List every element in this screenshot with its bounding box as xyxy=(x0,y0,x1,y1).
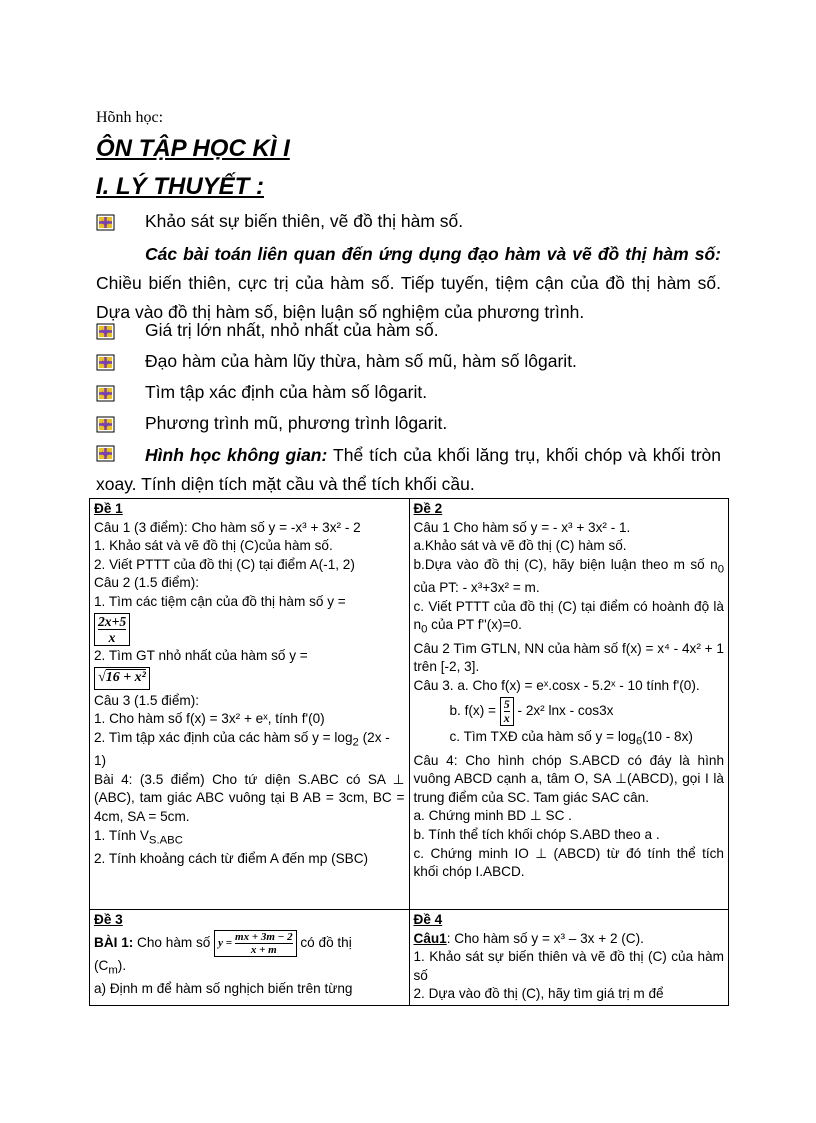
question-line: Bài 4: (3.5 điểm) Cho tứ diện S.ABC có SA ⊥ (ABC), tam giác ABC vuông tại B AB = 3cm, BC = 4cm, SA = 5cm. xyxy=(94,771,405,825)
question-line: 1. Cho hàm số f(x) = 3x² + eˣ, tính f'(0) xyxy=(94,711,325,727)
fraction-formula xyxy=(500,697,514,726)
subscript: 6 xyxy=(635,736,643,749)
text: c. Tìm TXĐ của hàm số y = log xyxy=(449,729,636,745)
text: (C xyxy=(94,957,109,973)
sqrt-formula xyxy=(94,667,150,690)
fraction-denominator: x xyxy=(108,629,116,645)
bullet-text: Đạo hàm của hàm lũy thừa, hàm số mũ, hàm số lôgarit. xyxy=(145,351,577,371)
section-heading: I. LÝ THUYẾT : xyxy=(96,173,264,200)
question-line xyxy=(94,827,405,850)
fraction-formula xyxy=(214,930,296,957)
text: c. Viết PTTT của đồ thị (C) tại điểm có hoành độ là n xyxy=(413,598,724,633)
text: Cho hàm số xyxy=(133,934,215,950)
problem-label: Câu1 xyxy=(413,930,447,946)
question-line xyxy=(414,930,725,949)
text: - 2x² lnx - cos3x xyxy=(513,703,614,719)
paragraph-text: Chiều biến thiên, cực trị của hàm số. Tiếp tuyến, tiệm cận của đồ thị hàm số. Dựa vào đồ thị hàm số, biện luận số nghiệm của phương trình. xyxy=(96,273,721,322)
question-line xyxy=(94,957,405,980)
question-line: Câu 1 Cho hàm số y = - x³ + 3x² - 1. xyxy=(413,519,631,535)
text: b.Dựa vào đồ thị (C), hãy biện luận theo m số n xyxy=(413,556,718,572)
text: : Cho hàm số y = x³ – 3x + 2 (C). xyxy=(446,930,644,946)
text: 1. Tính V xyxy=(94,827,149,843)
question-line: b. Tính thể tích khối chóp S.ABD theo a . xyxy=(413,827,660,843)
exam-cell-de3 xyxy=(90,910,410,1006)
bullet-text: Tìm tập xác định của hàm số lôgarit. xyxy=(145,382,428,402)
fraction-lhs: y = xyxy=(218,936,233,949)
question-line: Câu 3. a. Cho f(x) = eˣ.cosx - 5.2ˣ - 10 tính f'(0). xyxy=(413,677,700,693)
sqrt-argument: 16 + x² xyxy=(105,670,146,686)
question-line: Câu 3 (1.5 điểm): xyxy=(94,692,200,708)
problem-label: BÀI 1: xyxy=(94,934,134,950)
page-title: ÔN TẬP HỌC KÌ I xyxy=(96,135,290,162)
subscript: 0 xyxy=(717,563,724,576)
exam-table xyxy=(89,498,729,1006)
book-bullet-icon xyxy=(96,322,115,341)
question-line: 2. Dựa vào đồ thị (C), hãy tìm giá trị m để xyxy=(413,986,664,1002)
question-line: 1. Khảo sát sự biến thiên và vẽ đồ thị (C) của hàm số xyxy=(413,949,724,983)
formula-line xyxy=(94,613,405,646)
text: 2. Tìm tập xác định của các hàm số y = log xyxy=(94,729,353,745)
text: ). xyxy=(117,957,127,973)
subscript: 2 xyxy=(352,736,359,749)
question-line: 2. Tính khoảng cách từ điểm A đến mp (SBC) xyxy=(94,850,369,866)
subscript: S.ABC xyxy=(148,834,183,847)
question-line: a. Chứng minh BD ⊥ SC . xyxy=(413,808,572,824)
question-line xyxy=(414,598,725,640)
exam-title: Đề 3 xyxy=(94,912,123,927)
question-line: 1. Khảo sát và vẽ đồ thị (C)của hàm số. xyxy=(94,538,333,554)
book-bullet-icon xyxy=(96,213,115,232)
question-line: 2. Tìm GT nhỏ nhất của hàm số y = xyxy=(94,647,308,663)
text: có đồ thị xyxy=(296,934,352,950)
bullet-item xyxy=(96,441,721,499)
text: b. f(x) = xyxy=(449,703,500,719)
bullet-text: Giá trị lớn nhất, nhỏ nhất của hàm số. xyxy=(145,320,439,340)
subscript: m xyxy=(108,964,118,977)
fraction-numerator: mx + 3m − 2 xyxy=(235,930,293,943)
question-line: Câu 2 (1.5 điểm): xyxy=(94,575,200,591)
exam-title: Đề 1 xyxy=(94,501,123,516)
book-bullet-icon xyxy=(96,415,115,434)
subscript: 0 xyxy=(421,624,428,636)
question-line: a.Khảo sát và vẽ đồ thị (C) hàm số. xyxy=(413,538,627,554)
question-line: 2. Viết PTTT của đồ thị (C) tại điểm A(-1, 2) xyxy=(94,556,355,572)
question-line xyxy=(94,729,405,771)
bullet-text: Thể tích của khối lăng trụ, khối chóp và khối tròn xoay. Tính diện tích mặt cầu và thể tích khối cầu. xyxy=(96,445,721,494)
fraction-formula xyxy=(94,613,130,646)
question-line xyxy=(414,697,725,726)
fraction-numerator: 5 xyxy=(503,697,510,712)
fraction-denominator: x + m xyxy=(250,943,277,956)
bullet-bold: Hình học không gian: xyxy=(145,445,328,465)
text: của PT f''(x)=0. xyxy=(427,617,522,633)
exam-cell-de2 xyxy=(409,499,729,910)
question-line: c. Chứng minh IO ⊥ (ABCD) từ đó tính thể tích khối chóp I.ABCD. xyxy=(413,845,724,880)
question-line xyxy=(414,556,725,598)
exam-cell-de4 xyxy=(409,910,729,1006)
question-line xyxy=(414,728,725,751)
exam-cell-de1 xyxy=(90,499,410,910)
question-line xyxy=(94,930,405,957)
question-line: Câu 2 Tìm GTLN, NN của hàm số f(x) = x⁴ - 4x² + 1 trên [-2, 3]. xyxy=(413,640,724,675)
sqrt-symbol: √ xyxy=(98,670,106,686)
text: (2x - 1) xyxy=(94,729,390,769)
fraction-denominator: x xyxy=(503,711,510,726)
text: (10 - 8x) xyxy=(642,729,693,745)
question-line: Câu 4: Cho hình chóp S.ABCD có đáy là hình vuông ABCD cạnh a, tâm O, SA ⊥(ABCD), gọi I là trung điểm của SC. Tam giác SAC cân. xyxy=(413,752,724,805)
question-line: 1. Tìm các tiệm cận của đồ thị hàm số y = xyxy=(94,593,346,609)
question-line: Câu 1 (3 điểm): Cho hàm số y = -x³ + 3x² - 2 xyxy=(94,519,361,535)
book-bullet-icon xyxy=(96,384,115,403)
subject-label: Hõnh học: xyxy=(96,109,164,126)
paragraph-bold: Các bài toán liên quan đến ứng dụng đạo hàm và vẽ đồ thị hàm số: xyxy=(145,244,721,264)
theory-paragraph xyxy=(96,240,721,327)
exam-title: Đề 2 xyxy=(413,501,443,516)
question-line: a) Định m để hàm số nghịch biến trên từng xyxy=(94,980,353,996)
formula-line xyxy=(94,667,405,690)
bullet-text: Phương trình mũ, phương trình lôgarit. xyxy=(145,413,448,433)
exam-title: Đề 4 xyxy=(413,912,443,927)
fraction-numerator: 2x+5 xyxy=(98,613,127,629)
book-bullet-icon xyxy=(96,353,115,372)
text: của PT: - x³+3x² = m. xyxy=(413,580,540,596)
bullet-text: Khảo sát sự biến thiên, vẽ đồ thị hàm số. xyxy=(145,211,464,231)
